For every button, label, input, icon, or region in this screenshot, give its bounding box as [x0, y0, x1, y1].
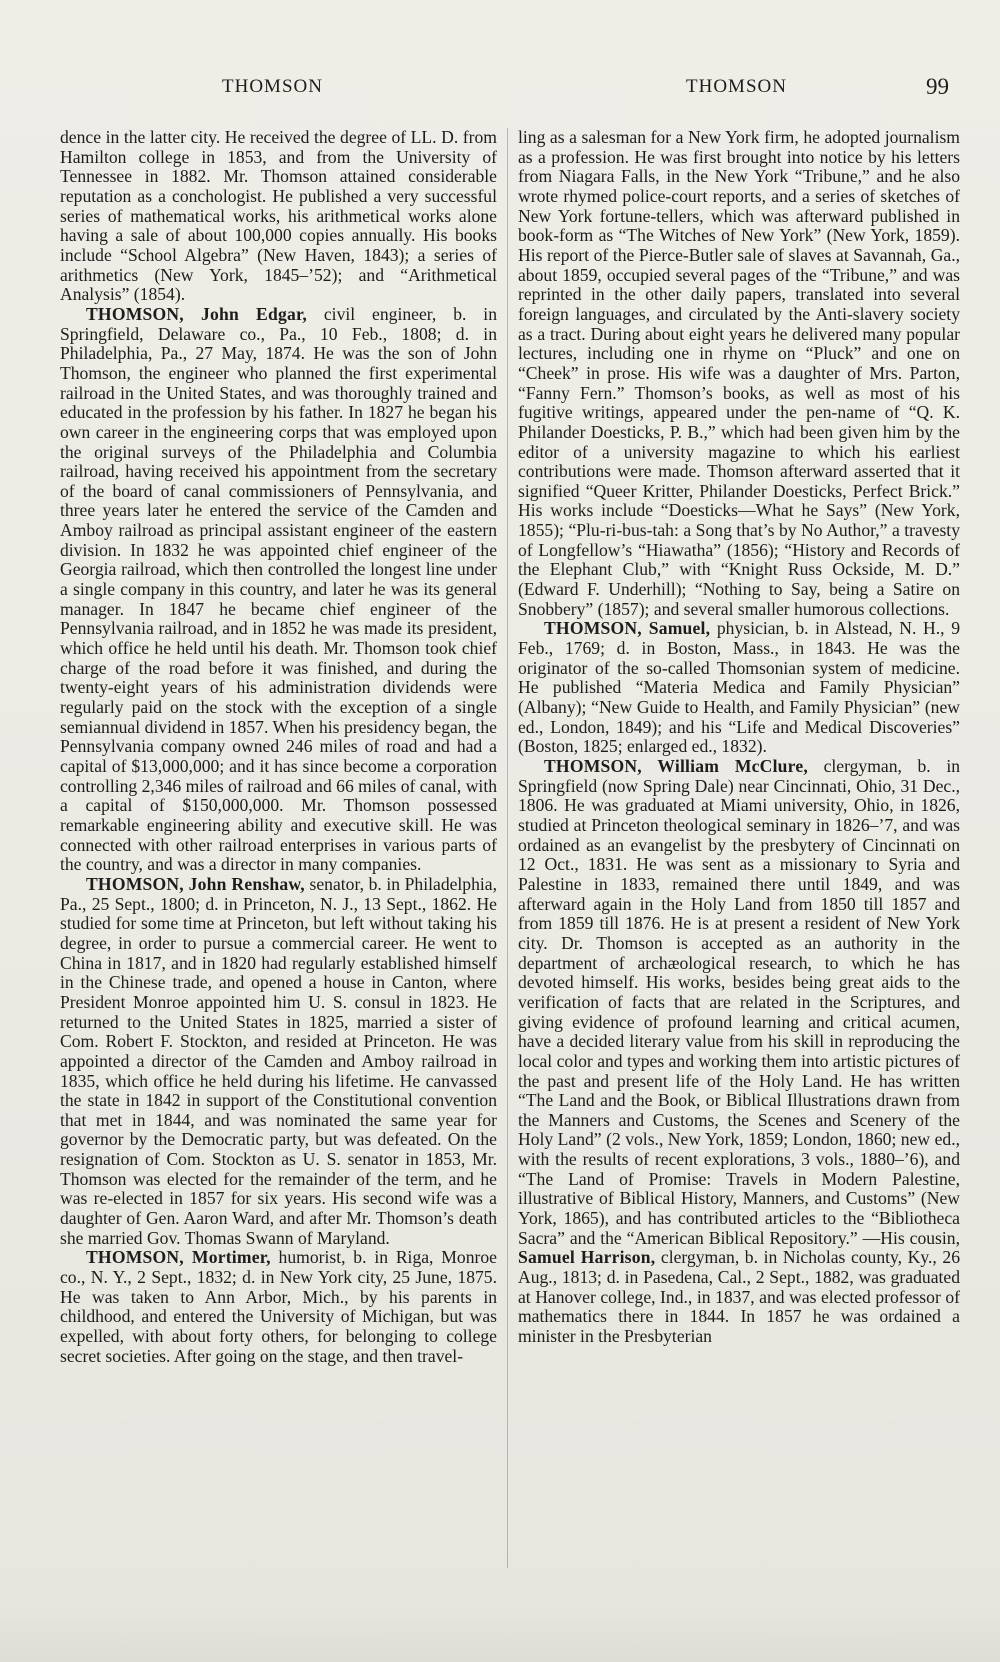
entry-body: civil engineer, b. in Springfield, Delaware co., Pa., 10 Feb., 1808; d. in Philadelphia, Pa., 27 May, 1874. He was the son of John Thomson, the engineer who planned the first experimental railroad in the United States, and was thoroughly trained and educated in the profession by his father. In 1827 he began his own career in the engineering corps that was employed upon the original surveys of the Philadelphia and Columbia railroad, having received his appointment from the secretary of the board of canal commissioners of Pennsylvania, and three years later he entered the service of the Camden and Amboy railroad as principal assistant engineer of the eastern division. In 1832 he was appointed chief engineer of the Georgia railroad, which then controlled the longest line under a single company in this country, and later he was its general manager. In 1847 he became chief engineer of the Pennsylvania railroad, and in 1852 he was made its president, which office he held until his death. Mr. Thomson took chief charge of the road before it was finished, and during the twenty-eight years of his administration dividends were regularly paid on the stock with the exception of a single semiannual dividend in 1857. When his presidency began, the Pennsylvania company owned 246 miles of road and had a capital of $13,000,000; and it has since become a corporation controlling 2,346 miles of railroad and 66 miles of canal, with a capital of $150,000,000. Mr. Thomson possessed remarkable engineering ability and executive skill. He was connected with other railroad enterprises in various parts of the country, and was a director in many companies. [60, 303, 497, 875]
entry-john-renshaw-thomson [60, 875, 497, 1248]
right-column [518, 128, 960, 1347]
entry-william-mcclure-thomson [518, 757, 960, 1347]
entry-body: humorist, b. in Riga, Monroe co., N. Y., 2 Sept., 1832; d. in New York city, 25 June, 1875. He was taken to Ann Arbor, Mich., by his parents in childhood, and entered the University of Michigan, but was expelled, with about forty others, for belonging to college secret societies. After going on the stage, and then travel- [60, 1247, 497, 1366]
continued-paragraph: dence in the latter city. He received the degree of LL. D. from Hamilton college in 1853, and from the University of Tennessee in 1882. Mr. Thomson attained considerable reputation as a conchologist. He published a very successful series of mathematical works, his arithmetical works alone having a sale of about 100,000 copies annually. His books include “School Algebra” (New Haven, 1843); a series of arithmetics (New York, 1845–’52); and “Arithmetical Analysis” (1854). [60, 127, 497, 305]
entry-john-edgar-thomson [60, 305, 497, 875]
entry-body: physician, b. in Alstead, N. H., 9 Feb., 1769; d. in Boston, Mass., in 1843. He was the originator of the so-called Thomsonian system of medicine. He published “Materia Medica and Family Physician” (Albany); “New Guide to Health, and Family Physician” (new ed., London, 1849); and his “Life and Medical Discoveries” (Boston, 1825; enlarged ed., 1832). [518, 618, 960, 757]
entry-samuel-thomson [518, 619, 960, 757]
entry-body: clergyman, b. in Springfield (now Spring Dale) near Cincinnati, Ohio, 31 Dec., 1806. He was graduated at Miami university, Ohio, in 1826, studied at Princeton theological seminary in 1826–’7, and was ordained as an evangelist by the presbytery of Cincinnati on 12 Oct., 1831. He was sent as a missionary to Syria and Palestine in 1833, remained there until 1849, and was afterward again in the Holy Land from 1850 till 1857 and from 1859 till 1876. He is at present a resident of New York city. Dr. Thomson is accepted as an authority in the department of archæological research, to which he has devoted himself. His works, besides being great aids to the verification of facts that are related in the Scriptures, and giving evidence of profound learning and critical acumen, have a decided literary value from his skill in reproducing the local color and types and working them into artistic pictures of the past and present life of the Holy Land. He has written “The Land and the Book, or Biblical Illustrations drawn from the Manners and Customs, the Scenes and Scenery of the Holy Land” (2 vols., New York, 1859; London, 1860; new ed., with the results of recent explorations, 3 vols., 1880–’6), and “The Land of Promise: Travels in Modern Palestine, illustrative of Biblical History, Manners, and Customs” (New York, 1865), and has contributed articles to the “Bibliotheca Sacra” and the “American Biblical Repository.” —His cousin, [518, 756, 961, 1248]
entry-heading: THOMSON, John Edgar, [86, 303, 307, 324]
page-number: 99 [926, 74, 949, 99]
entry-body-continued: clergyman, b. in Nicholas county, Ky., 26 Aug., 1813; d. in Pasedena, Cal., 2 Sept., 1882, was graduated at Hanover college, Ind., in 1837, and was elected professor of mathematics there in 1844. In 1857 he was ordained a minister in the Presbyterian [518, 1247, 960, 1347]
continued-paragraph: ling as a salesman for a New York firm, he adopted journalism as a profession. He was first brought into notice by his letters from Niagara Falls, in the New York “Tribune,” and he also wrote rhymed police-court reports, and a series of sketches of New York fortune-tellers, which was afterward published in book-form as “The Witches of New York” (New York, 1859). His report of the Pierce-Butler sale of slaves at Savannah, Ga., about 1859, occupied several pages of the “Tribune,” and was reprinted in the other daily papers, translated into several foreign languages, and circulated by the Anti-slavery society as a tract. During about eight years he delivered many popular lectures, including one in rhyme on “Pluck” and one on “Cheek” in prose. His wife was a daughter of Mrs. Parton, “Fanny Fern.” Thomson’s books, as well as most of his fugitive writings, appeared under the pen-name of “Q. K. Philander Doesticks, P. B.,” which had been given him by the editor of a university magazine to which his earliest contributions were made. Thomson afterward asserted that it signified “Queer Kritter, Philander Doesticks, Perfect Brick.” His works include “Doesticks—What he Says” (New York, 1855); “Plu-ri-bus-tah: a Song that’s by No Author,” a travesty of Longfellow’s “Hiawatha” (1856); “History and Records of the Elephant Club,” with “Knight Russ Ockside, M. D.” (Edward F. Underhill); “Nothing to Say, being a Satire on Snobbery” (1857); and several smaller humorous collections. [518, 127, 960, 619]
entry-heading: THOMSON, John Renshaw, [86, 873, 305, 894]
column-rule [507, 128, 508, 1568]
running-header-right: THOMSON [686, 76, 787, 97]
entry-body: senator, b. in Philadelphia, Pa., 25 Sept., 1800; d. in Princeton, N. J., 13 Sept., 1862. He studied for some time at Princeton, but left without taking his degree, in order to pursue a commercial career. He went to China in 1817, and in 1820 had regularly established himself in the Chinese trade, and opened a house in Canton, where President Monroe appointed him U. S. consul in 1823. He returned to the United States in 1825, married a sister of Com. Robert F. Stockton, and resided at Princeton. He was appointed a director of the Camden and Amboy railroad in 1835, which office he held during his lifetime. He canvassed the state in 1842 in support of the Constitutional convention that met in 1844, and was nominated the same year for governor by the Democratic party, but was defeated. On the resignation of Com. Stockton as U. S. senator in 1853, Mr. Thomson was elected for the remainder of the term, and he was re-elected in 1857 for six years. His second wife was a daughter of Gen. Aaron Ward, and after Mr. Thomson’s death she married Gov. Thomas Swann of Maryland. [60, 873, 498, 1248]
entry-mortimer-thomson [60, 1248, 497, 1366]
entry-heading: THOMSON, William McClure, [544, 756, 808, 776]
left-column [60, 128, 497, 1366]
running-header-left: THOMSON [222, 76, 323, 97]
scan-shadow [0, 1602, 1000, 1662]
entry-heading: THOMSON, Mortimer, [86, 1247, 271, 1268]
cousin-name: Samuel Harrison, [518, 1247, 656, 1268]
entry-heading: THOMSON, Samuel, [544, 618, 711, 639]
